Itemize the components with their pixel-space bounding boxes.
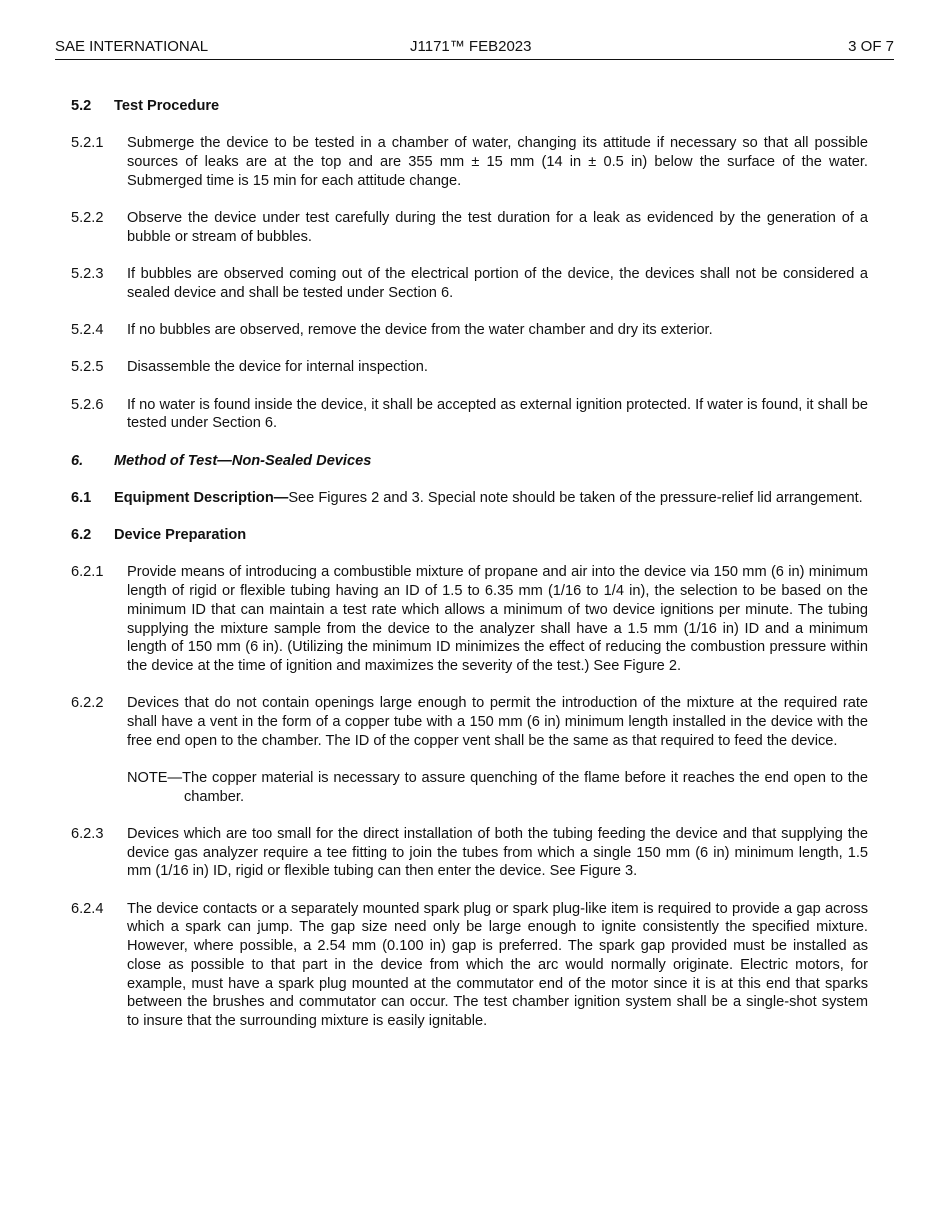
paragraph-number: 5.2.1 (71, 135, 104, 152)
paragraph-text: Devices which are too small for the direct installation of both the tubing feeding the device and that supplying the device gas analyzer require a tee fitting to join the tubes from which a single 150 mm (6 in) minimum length, 1.5 mm (1/16 in) ID, rigid or flexible tubing can then enter the device. See Figure 3. (127, 826, 868, 880)
paragraph-5-2-3 (71, 265, 868, 302)
paragraph-number: 5.2.6 (71, 396, 104, 413)
paragraph-text: Submerge the device to be tested in a chamber of water, changing its attitude if necessary so that all possible sources of leaks are at the top and are 355 mm ± 15 mm (14 in ± 0.5 in) below the surface of the water. Submerged time is 15 min for each attitude change. (127, 135, 868, 189)
heading-title: Device Preparation (114, 527, 247, 544)
document-body (71, 97, 868, 1049)
paragraph-5-2-1 (71, 134, 868, 190)
note-6-2-2: NOTE—The copper material is necessary to assure quenching of the flame before it reaches the end open to the chamber. (127, 770, 868, 805)
heading-title: Test Procedure (114, 98, 220, 114)
paragraph-number: 6.1 (71, 489, 92, 506)
paragraph-text: If bubbles are observed coming out of the electrical portion of the device, the devices shall not be considered a sealed device and shall be tested under Section 6. (127, 266, 868, 301)
heading-6-2 (71, 526, 868, 545)
paragraph-text: If no water is found inside the device, it shall be accepted as external ignition protected. If water is found, it shall be tested under Section 6. (127, 396, 868, 432)
heading-5-2 (71, 97, 868, 116)
header-document-id: J1171™ FEB2023 (410, 38, 532, 55)
paragraph-5-2-2 (71, 209, 868, 246)
paragraph-5-2-5 (71, 358, 868, 377)
header-page-number: 3 OF 7 (848, 38, 894, 55)
paragraph-body (114, 489, 868, 508)
paragraph-5-2-6 (71, 396, 868, 433)
heading-title: Method of Test—Non-Sealed Devices (114, 452, 372, 469)
header-organization: SAE INTERNATIONAL (55, 38, 209, 55)
heading-6 (71, 452, 868, 471)
paragraph-6-2-4 (71, 900, 868, 1031)
paragraph-number: 5.2.2 (71, 210, 104, 226)
paragraph-number: 6.2.2 (71, 695, 104, 712)
paragraph-text: Observe the device under test carefully during the test duration for a leak as evidenced by the generation of a bubble or stream of bubbles. (127, 210, 868, 245)
heading-number: 5.2 (71, 98, 92, 114)
paragraph-text: Disassemble the device for internal inspection. (127, 359, 428, 376)
paragraph-6-2-3 (71, 825, 868, 881)
paragraph-text: See Figures 2 and 3. Special note should be taken of the pressure-relief lid arrangement. (288, 489, 863, 506)
paragraph-number: 5.2.4 (71, 322, 104, 338)
paragraph-number: 6.2.4 (71, 900, 104, 917)
paragraph-text: Devices that do not contain openings large enough to permit the introduction of the mixture at the required rate shall have a vent in the form of a copper tube with a 150 mm (6 in) minimum length installed in the device with the free end open to the chamber. The ID of the copper vent shall be the same as that required to feed the device. (127, 695, 868, 749)
page-header (55, 37, 894, 60)
heading-number: 6.2 (71, 527, 92, 544)
paragraph-text: If no bubbles are observed, remove the device from the water chamber and dry its exterior. (127, 322, 713, 338)
paragraph-text: The device contacts or a separately mounted spark plug or spark plug-like item is required to provide a gap across which a spark can jump. The gap size need only be large enough to ignite consistently the specified mixture. However, where possible, a 2.54 mm (0.100 in) gap is preferred. The spark gap provided must be installed as close as possible to that part in the device from which the arc would normally originate. Electric motors, for example, must have a spark plug mounted at the commutator end of the motor since it is at this end that sparks between the brushes and commutator can occur. The test chamber ignition system shall be a single-shot system to insure that the surrounding mixture is easily ignitable. (127, 900, 868, 1029)
paragraph-6-2-2 (71, 694, 868, 750)
paragraph-number: 5.2.3 (71, 266, 104, 282)
paragraph-lead: Equipment Description— (114, 489, 289, 506)
paragraph-6-2-1 (71, 563, 868, 675)
paragraph-text: Provide means of introducing a combustible mixture of propane and air into the device via 150 mm (6 in) minimum length of rigid or flexible tubing having an ID of 1.5 to 6.35 mm (1/16 to 1/4 in), the selection to be based on the minimum ID that can maintain a test rate which allows a minimum of two device ignitions per minute. The tubing supplying the mixture sample from the device to the analyzer shall have a 1.5 mm (1/16 in) ID and a minimum length of 150 mm (6 in). (Utilizing the minimum ID minimizes the effect of reducing the combustion pressure within the device at the time of ignition and maximizes the severity of the test.) See Figure 2. (127, 564, 868, 674)
paragraph-6-1 (71, 489, 868, 508)
paragraph-number: 6.2.1 (71, 564, 104, 581)
paragraph-number: 6.2.3 (71, 826, 104, 842)
heading-number: 6. (71, 452, 84, 469)
paragraph-number: 5.2.5 (71, 359, 104, 376)
paragraph-5-2-4 (71, 321, 868, 340)
